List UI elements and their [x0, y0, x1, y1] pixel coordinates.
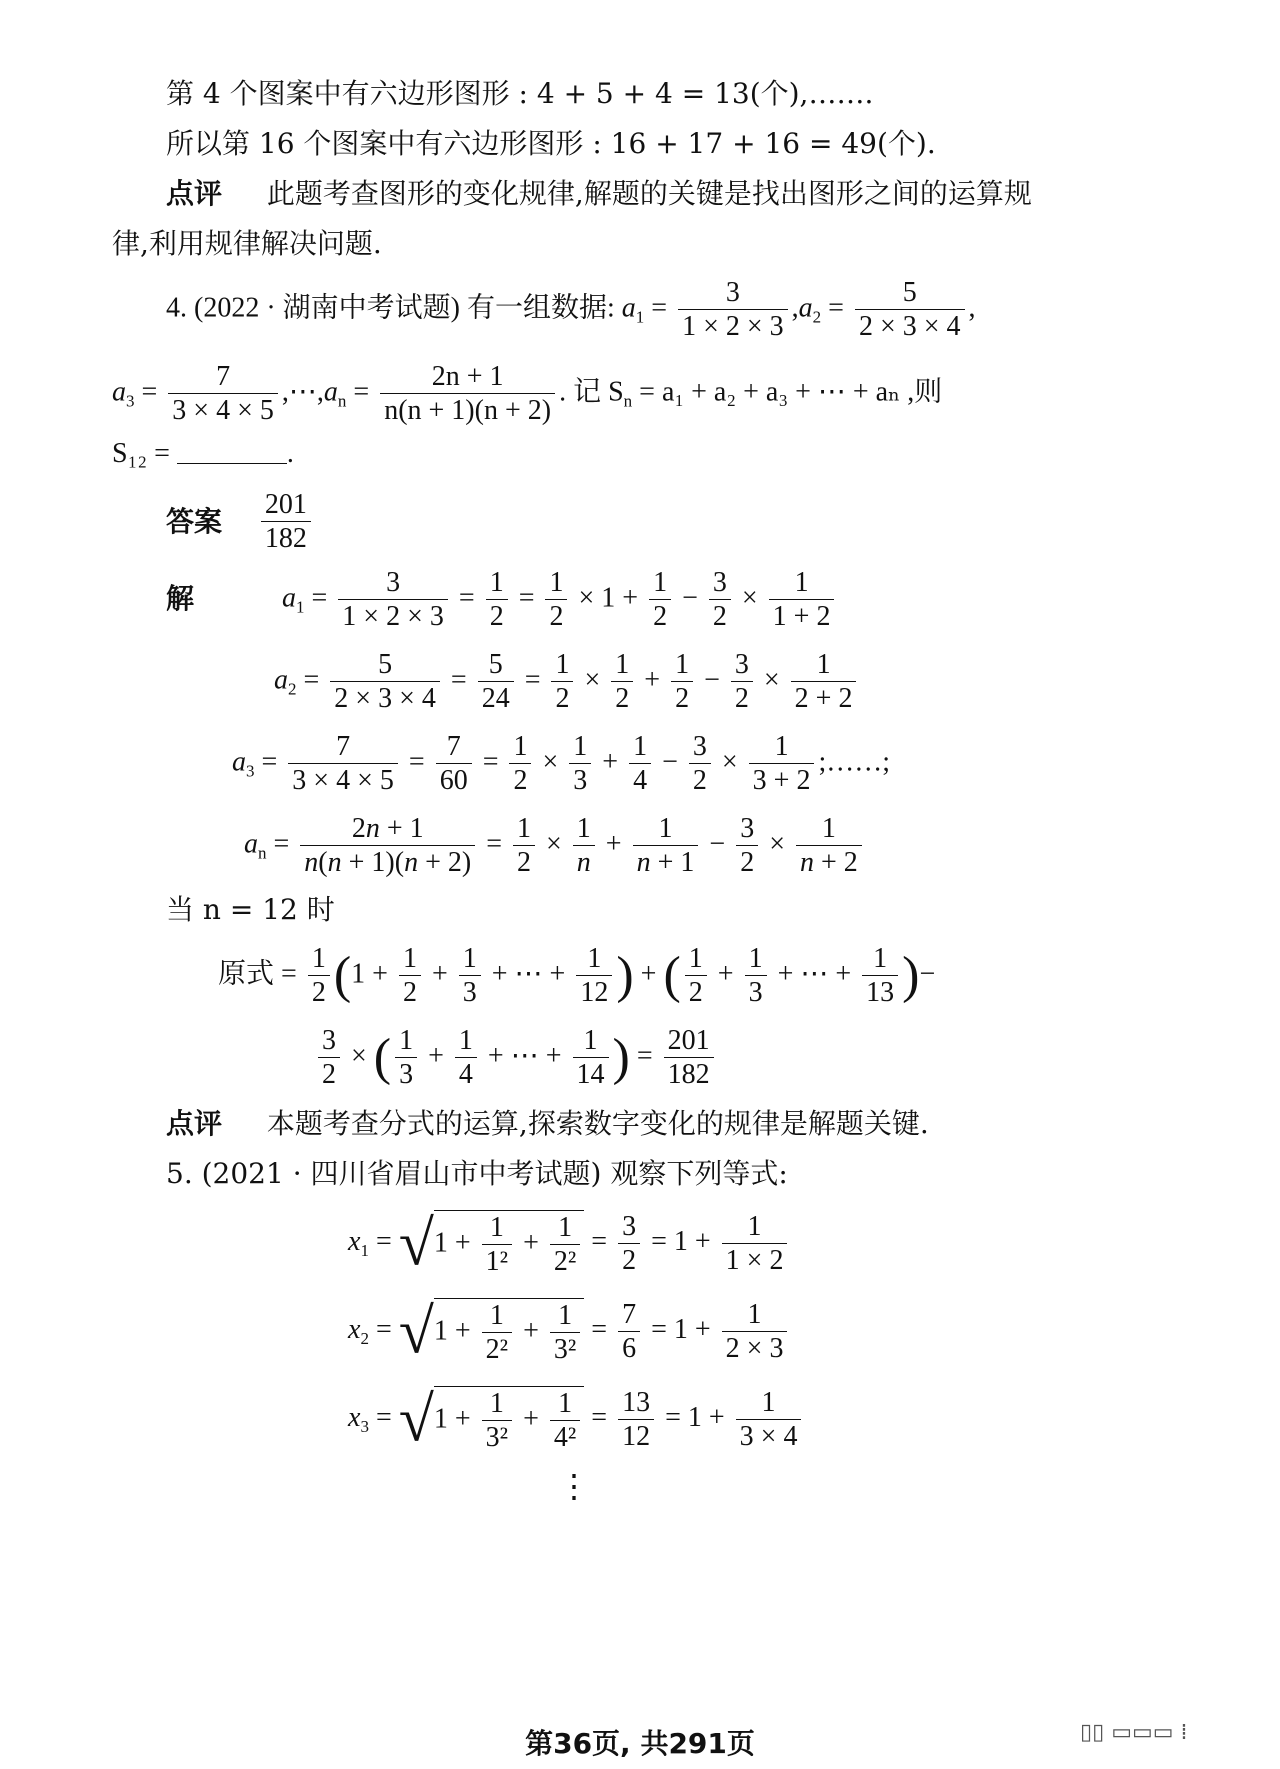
original-label: 原式: [218, 958, 275, 990]
problem-4-head: 4. (2022 · 湖南中考试题) 有一组数据: $a_1$ = $\frac{3}{1 \times 2 \times 3}$ $,a_2$ = $\frac{5}{2 \times 3 \times 4}$ ,: [166, 277, 976, 343]
comment-1-text-a: 此题考查图形的变化规律,解题的关键是找出图形之间的运算规: [266, 177, 1032, 210]
equation-x2: $x_2 = √1$ + $\frac{1}{\text{2²}}$ + $\frac{1}{\text{3²}}$ = $\frac{7}{6}$ = 1 + $\frac{1}{2 \times 3}$: [348, 1298, 791, 1365]
problem-4-title: 4. (2022 · 湖南中考试题) 有一组数据:: [166, 292, 615, 324]
text-line-pattern-16: 所以第 16 个图案中有六边形图形 : 16 + 17 + 16 = 49(个).: [166, 127, 936, 160]
problem-4-sum: = a₁ + a₂ + a₃ + ⋯ + aₙ ,则: [639, 376, 943, 408]
answer-label: 答案: [166, 504, 223, 538]
solution-a3: $a_3$ = $\frac{7}{3 \times 4 \times 5}$ = $\frac{7}{60}$ = $\frac{1}{2}$ × $\frac{1}{3}$ + $\frac{1}{4}$ − $\frac{3}{2}$ × $\frac{1}{3 + 2}$ ;……;: [232, 731, 891, 797]
solution-a1: $a_1$ = $\frac{3}{1 \times 2 \times 3}$ = $\frac{1}{2}$ = $\frac{1}{2}$ × 1 + $\frac{1}{2}$ − $\frac{3}{2}$ × $\frac{1}{1 + 2}$: [282, 568, 838, 632]
text-line-pattern-4: 第 4 个图案中有六边形图形 : 4 + 5 + 4 = 13(个),…….: [166, 77, 874, 110]
comment-2-label: 点评: [166, 1107, 223, 1140]
solution-a2: $a_2$ = $\frac{5}{2 \times 3 \times 4}$ = $\frac{5}{24}$ = $\frac{1}{2}$ × $\frac{1}{2}$ + $\frac{1}{2}$ − $\frac{3}{2}$ × $\frac{1}{2 + 2}$: [274, 650, 860, 714]
original-expression: 原式 = $\frac{1}{2}$ (1 + $\frac{1}{2}$ + $\frac{1}{3}$ + ⋯ + $\frac{1}{12}$ ) + ( $\frac{1}{2}$ + $\frac{1}{3}$ + ⋯ + $\frac{1}{13}$ )−: [218, 943, 936, 1009]
solution-an: $a_n$ = $\frac{2n + 1}{n(n + 1)(n + 2)}$ = $\frac{1}{2}$ × $\frac{1}{n}$ + $\frac{1}{n + 1}$ − $\frac{3}{2}$ × $\frac{1}{n + 2}$: [244, 814, 866, 878]
equation-x1: $x_1 = √1$ + $\frac{1}{\text{1²}}$ + $\frac{1}{\text{2²}}$ = $\frac{3}{2}$ = 1 + $\frac{1}{1 \times 2}$: [348, 1210, 791, 1277]
answer-fraction: $\frac{201}{182}$: [261, 490, 311, 554]
answer-blank: [177, 441, 287, 464]
page-footer: 第36页, 共291页: [525, 1727, 755, 1760]
watermark-icon: ▯▯ ▭▭▭ ⁞: [1080, 1720, 1188, 1745]
vertical-ellipsis: ⋮: [558, 1468, 590, 1504]
problem-5-head: 5. (2021 · 四川省眉山市中考试题) 观察下列等式:: [166, 1157, 788, 1190]
comment-2-text: 本题考查分式的运算,探索数字变化的规律是解题关键.: [266, 1107, 929, 1140]
fraction-a2: $\frac{5}{2 \times 3 \times 4}$: [855, 278, 965, 342]
answer-row: [166, 490, 315, 554]
fraction-an: $\frac{2n + 1}{n(n + 1)(n + 2)}$: [380, 362, 555, 426]
equation-x3: $x_3 = √1$ + $\frac{1}{\text{3²}}$ + $\frac{1}{\text{4²}}$ = $\frac{13}{12}$ = 1 + $\frac{1}{3 \times 4}$: [348, 1386, 805, 1453]
problem-4-s12: S₁₂ = .: [112, 438, 294, 469]
original-expression-cont: $\frac{3}{2}$ × ( $\frac{1}{3}$ + $\frac{1}{4}$ + ⋯ + $\frac{1}{14}$ ) = $\frac{201}{182}$: [314, 1026, 718, 1090]
fraction-a3: $\frac{7}{3 \times 4 \times 5}$: [168, 362, 278, 426]
when-n-12: 当 n = 12 时: [166, 893, 335, 926]
problem-4-line2: $a_3$ = $\frac{7}{3 \times 4 \times 5}$ $,\cdots,a_n$ = $\frac{2n + 1}{n(n + 1)(n + 2)}$ . 记 $S_n = a_1 + a_2 + a_3$ + ⋯ + aₙ ,则: [112, 361, 943, 427]
problem-4-note: . 记 S: [559, 376, 624, 408]
comment-2: [166, 1107, 929, 1140]
comment-1-text-b: 律,利用规律解决问题.: [112, 227, 382, 260]
fraction-a1: $\frac{3}{1 \times 2 \times 3}$: [678, 278, 788, 342]
comment-1: [166, 177, 1032, 210]
solve-label: 解: [166, 582, 195, 615]
comment-label: 点评: [166, 177, 223, 210]
